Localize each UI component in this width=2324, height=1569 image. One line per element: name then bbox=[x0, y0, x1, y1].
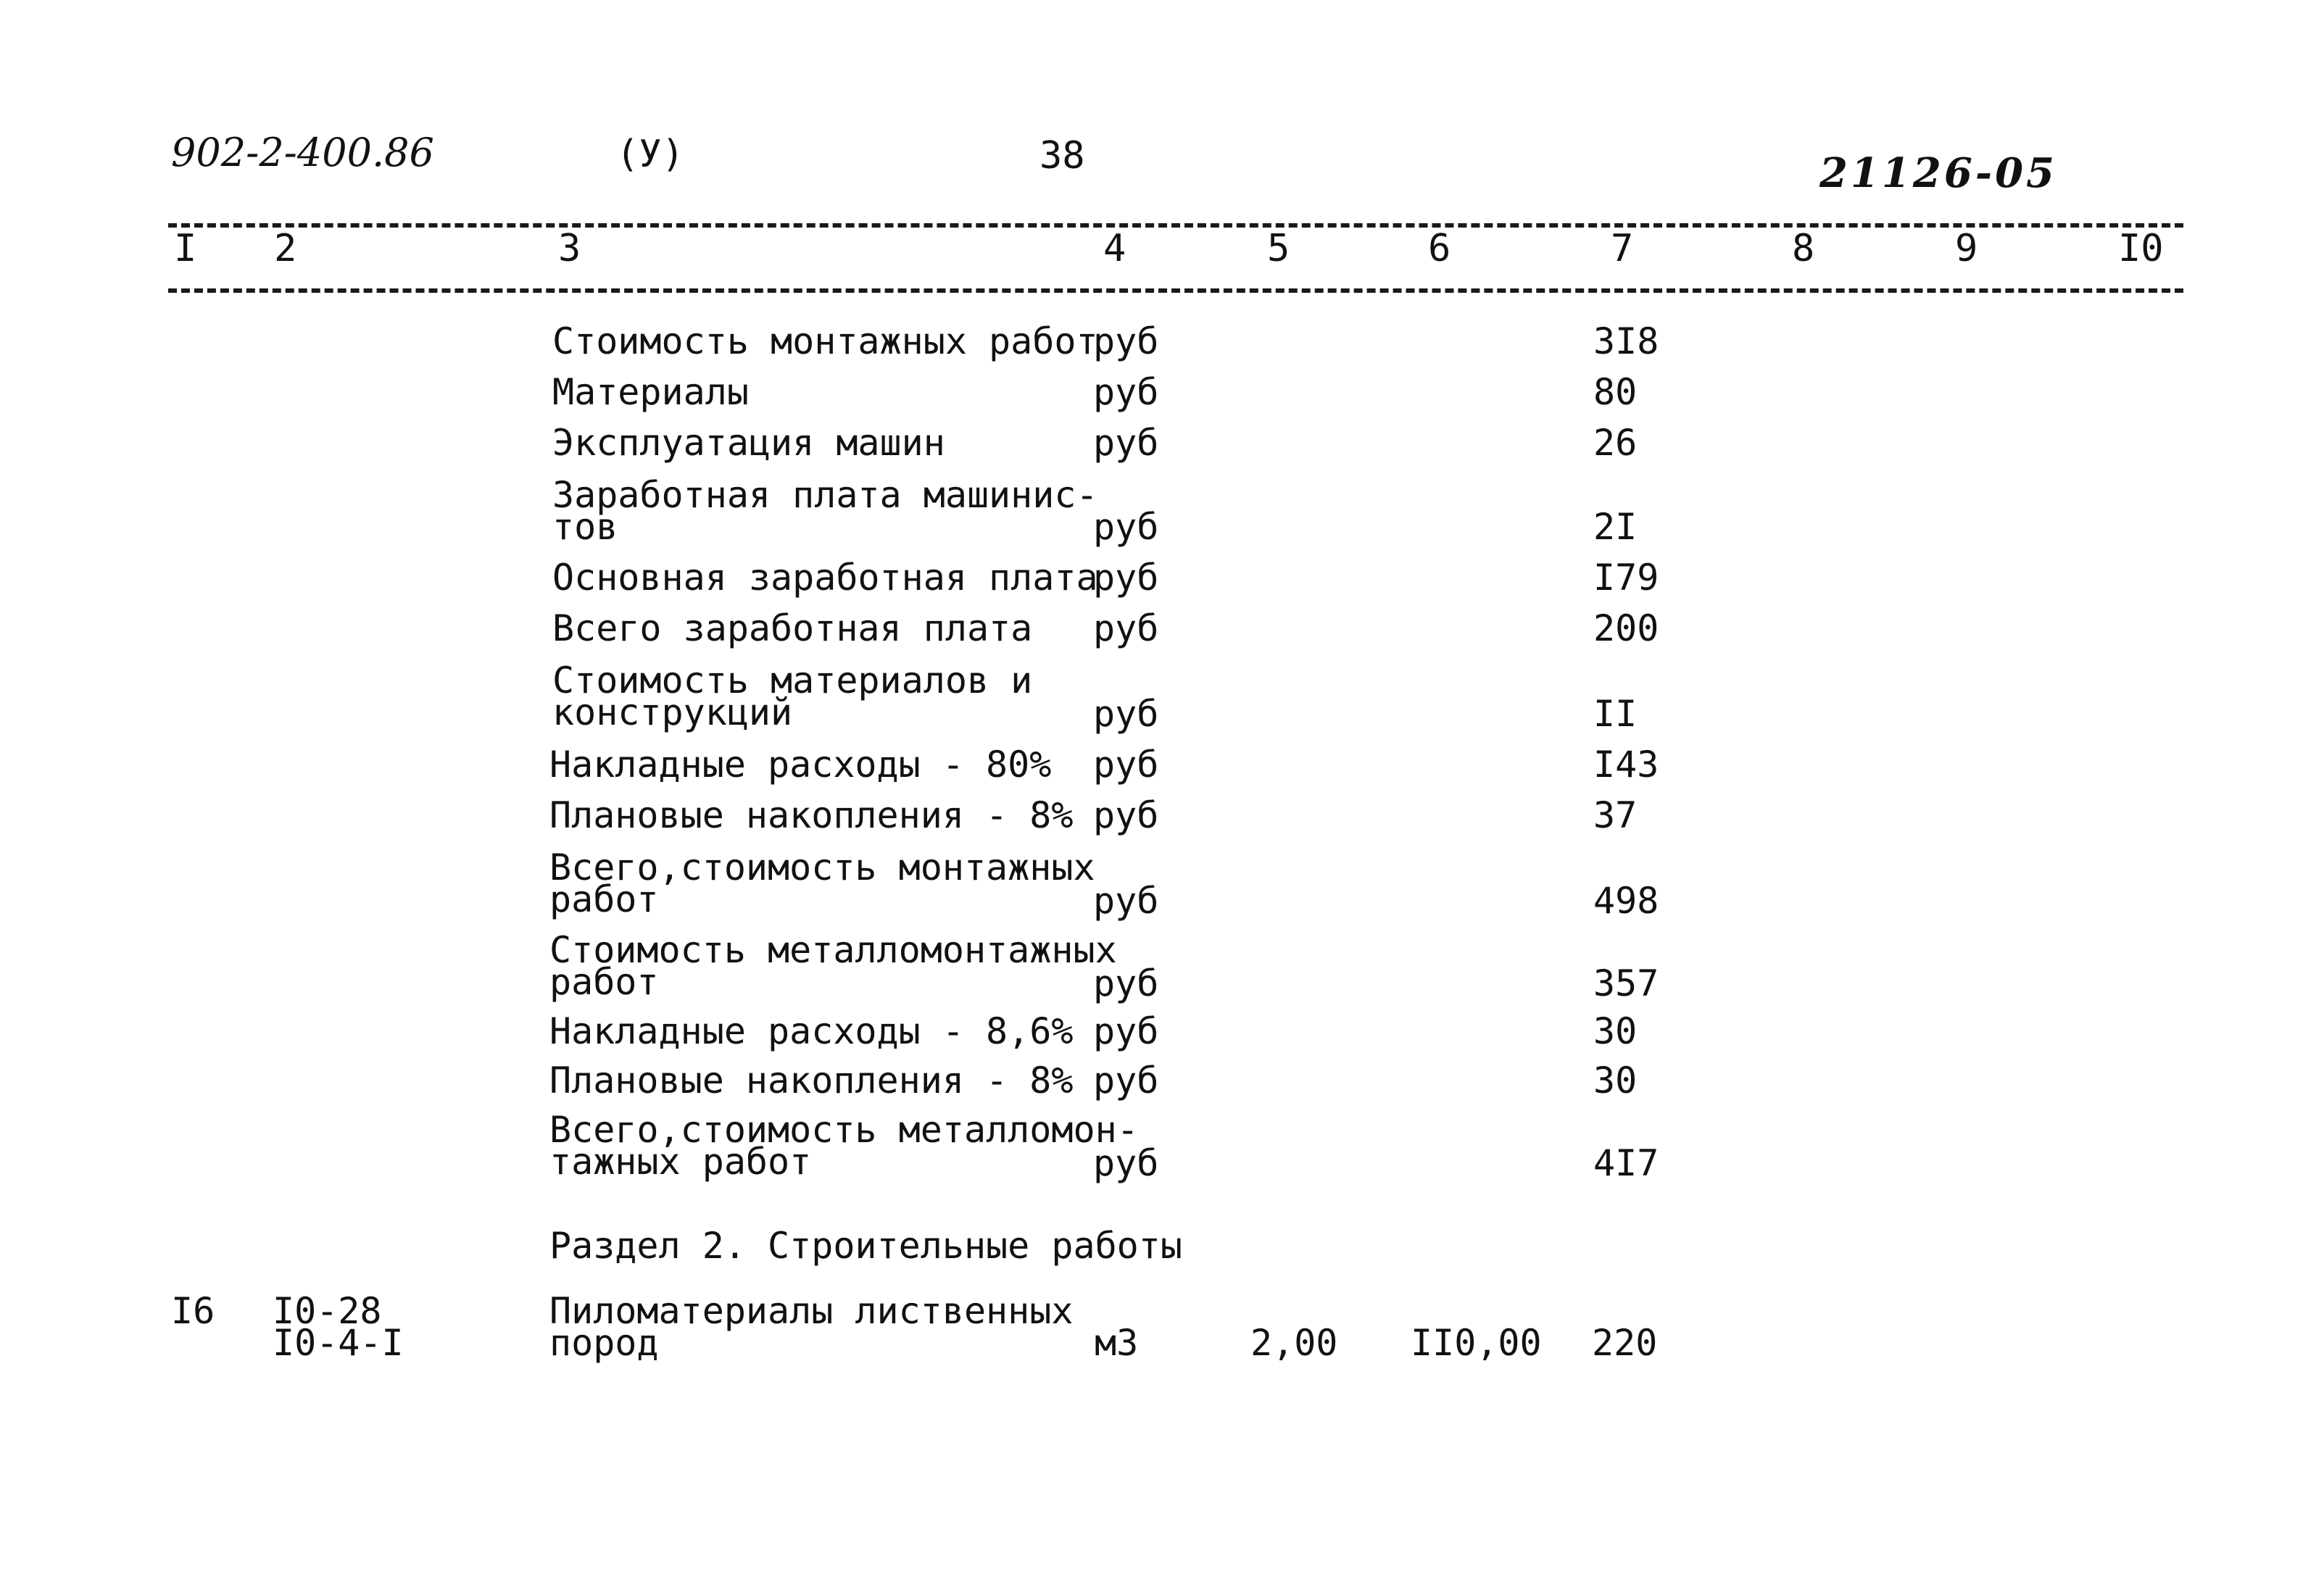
row-description-continued: конструкций bbox=[552, 691, 793, 733]
row-description-continued: работ bbox=[549, 878, 659, 920]
row-description: Плановые накопления - 8% bbox=[549, 794, 1074, 836]
row-description: Заработная плата машинис- bbox=[552, 474, 1098, 516]
item-description-continued: пород bbox=[549, 1322, 659, 1364]
row-value: 3I8 bbox=[1593, 320, 1659, 362]
column-number-7: 7 bbox=[1611, 227, 1634, 270]
row-unit: руб bbox=[1093, 506, 1159, 548]
page-number: 38 bbox=[1039, 134, 1085, 178]
row-value: 30 bbox=[1593, 1060, 1638, 1102]
document-mark: (У) bbox=[616, 133, 684, 176]
column-number-3: 3 bbox=[558, 227, 581, 270]
item-total: 220 bbox=[1592, 1322, 1658, 1364]
row-description: Всего заработная плата bbox=[552, 607, 1033, 649]
row-unit: руб bbox=[1093, 422, 1159, 464]
row-value: 4I7 bbox=[1593, 1142, 1659, 1184]
row-value: I43 bbox=[1593, 744, 1659, 786]
row-unit: руб bbox=[1093, 557, 1159, 599]
row-value: 498 bbox=[1593, 880, 1659, 922]
row-value: 30 bbox=[1593, 1010, 1638, 1052]
item-unit-price: II0,00 bbox=[1411, 1322, 1542, 1364]
item-description: Пиломатериалы лиственных bbox=[549, 1290, 1074, 1332]
row-unit: руб bbox=[1093, 962, 1159, 1004]
header-rule-bottom bbox=[168, 288, 2183, 293]
row-value: 80 bbox=[1593, 371, 1638, 413]
column-number-10: I0 bbox=[2118, 227, 2164, 270]
row-description: Накладные расходы - 8,6% bbox=[549, 1010, 1074, 1052]
row-unit: руб bbox=[1093, 880, 1159, 922]
column-number-4: 4 bbox=[1103, 227, 1126, 270]
column-number-9: 9 bbox=[1955, 227, 1978, 270]
row-unit: руб bbox=[1093, 1010, 1159, 1052]
row-unit: руб bbox=[1093, 320, 1159, 362]
column-number-2: 2 bbox=[274, 227, 297, 270]
row-unit: руб bbox=[1093, 693, 1159, 735]
handwritten-stamp: 21126-05 bbox=[1819, 149, 2057, 197]
column-number-8: 8 bbox=[1792, 227, 1815, 270]
row-description: Стоимость металломонтажных bbox=[549, 929, 1117, 971]
item-unit: м3 bbox=[1095, 1322, 1139, 1364]
row-description: Эксплуатация машин bbox=[552, 422, 945, 464]
item-code-secondary: I0-4-I bbox=[273, 1322, 404, 1364]
row-description: Основная заработная плата bbox=[552, 557, 1098, 599]
row-unit: руб bbox=[1093, 371, 1159, 413]
row-unit: руб bbox=[1093, 744, 1159, 786]
row-description-continued: тажных работ bbox=[549, 1141, 812, 1183]
document-code: 902-2-400.86 bbox=[171, 130, 434, 175]
row-unit: руб bbox=[1093, 1142, 1159, 1184]
row-unit: руб bbox=[1093, 607, 1159, 649]
row-description: Плановые накопления - 8% bbox=[549, 1060, 1074, 1102]
row-description: Стоимость материалов и bbox=[552, 659, 1033, 702]
row-description: Всего,стоимость металломон- bbox=[549, 1109, 1139, 1151]
row-value: 26 bbox=[1593, 422, 1638, 464]
row-description: Стоимость монтажных работ bbox=[552, 320, 1098, 362]
row-value: 2I bbox=[1593, 506, 1638, 548]
header-rule-top bbox=[168, 223, 2183, 228]
row-value: I79 bbox=[1593, 557, 1659, 599]
item-code: I0-28 bbox=[273, 1290, 382, 1332]
row-unit: руб bbox=[1093, 1060, 1159, 1102]
row-description: Накладные расходы - 80% bbox=[549, 744, 1052, 786]
column-number-5: 5 bbox=[1267, 227, 1290, 270]
row-value: 357 bbox=[1593, 962, 1659, 1004]
row-unit: руб bbox=[1093, 794, 1159, 836]
row-value: II bbox=[1593, 693, 1638, 735]
row-description: Материалы bbox=[552, 371, 749, 413]
item-number: I6 bbox=[171, 1290, 215, 1332]
row-value: 37 bbox=[1593, 794, 1638, 836]
row-value: 200 bbox=[1593, 607, 1659, 649]
row-description-continued: тов bbox=[552, 506, 618, 548]
section-title: Раздел 2. Строительные работы bbox=[549, 1225, 1182, 1267]
item-quantity: 2,00 bbox=[1250, 1322, 1338, 1364]
column-number-1: I bbox=[174, 227, 197, 270]
column-number-6: 6 bbox=[1428, 227, 1451, 270]
row-description: Всего,стоимость монтажных bbox=[549, 846, 1095, 888]
row-description-continued: работ bbox=[549, 961, 659, 1003]
